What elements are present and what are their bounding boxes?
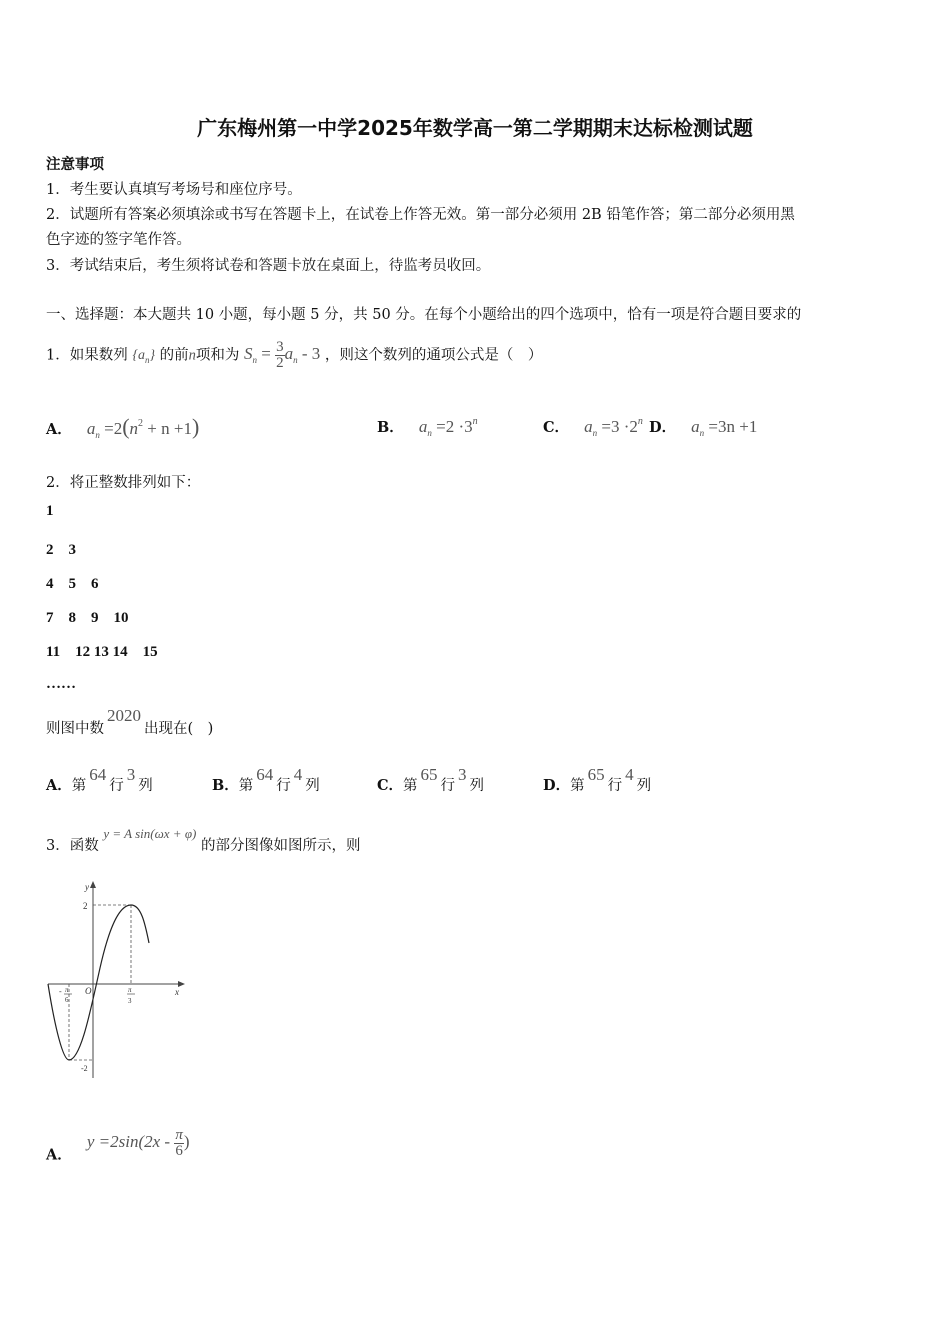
x-right-den: 3 xyxy=(128,997,132,1005)
q1-option-a[interactable]: A． $a_n =2(n^2 + n +1)$ xyxy=(46,414,200,440)
question-text: 项和为 xyxy=(195,347,240,364)
sine-curve xyxy=(48,905,149,1060)
q2-option-a[interactable]: A．第64行3列 xyxy=(46,765,153,794)
y-min-label: -2 xyxy=(81,1064,88,1073)
sequence-symbol: $\{a_n\}$ xyxy=(132,348,156,366)
question-text: 如果数列 xyxy=(69,347,128,364)
origin-label: O xyxy=(85,986,92,996)
q1-option-d[interactable]: D． $a_n =3n +1$ xyxy=(649,417,758,438)
notice-item-2-line-2: 色字迹的签字笔作答。 xyxy=(46,232,191,248)
sum-formula: $S_n$ = $\frac{3}{2}$ $a_n - 3$ xyxy=(244,339,321,371)
q2-ask: 则图中数2020出现在( ) xyxy=(46,706,214,737)
question-number: 2． xyxy=(46,475,70,491)
notice-item-2-line-1: 2．试题所有答案必须填涂或书写在答题卡上，在试卷上作答无效。第一部分必须用 2B 铅笔作答；第二部分必须用黑 xyxy=(46,207,795,223)
notice-item-1: 1．考生要认真填写考场号和座位序号。 xyxy=(46,182,302,198)
question-number: 1． xyxy=(46,347,70,364)
question-text: 将正整数排列如下： xyxy=(69,475,201,491)
y-axis-arrow xyxy=(90,881,96,888)
number-row-2: 2 3 xyxy=(46,542,77,558)
notice-heading: 注意事项 xyxy=(46,156,104,173)
variable-n: n xyxy=(188,347,196,364)
x-left-num: π xyxy=(65,986,69,994)
question-3: 3．函数 y = A sin(ωx + φ) 的部分图像如图所示，则 xyxy=(46,826,361,854)
q2-option-b[interactable]: B．第64行4列 xyxy=(212,765,320,794)
x-axis-label: x xyxy=(175,987,179,997)
q3-option-a[interactable]: A． y =2sin(2x - $\frac{\pi}{6}$ ) xyxy=(46,1127,190,1164)
number-row-5: 11 12 13 14 15 xyxy=(46,644,158,660)
q2-option-c[interactable]: C．第65行3列 xyxy=(377,765,485,794)
number-row-3: 4 5 6 xyxy=(46,576,99,592)
question-text: 的前 xyxy=(159,347,189,364)
y-axis-label: y xyxy=(85,882,89,892)
x-left-den: 6 xyxy=(65,996,69,1004)
number-row-4: 7 8 9 10 xyxy=(46,610,129,626)
notice-item-3: 3．考试结束后，考生须将试卷和答题卡放在桌面上，待监考员收回。 xyxy=(46,258,491,274)
number-row-ellipsis: …… xyxy=(46,676,76,692)
question-2 xyxy=(46,471,200,492)
x-right-num: π xyxy=(128,986,132,994)
number-row-1: 1 xyxy=(46,503,54,519)
q1-option-b[interactable]: B． $a_n =2 \cdot 3^n$ xyxy=(377,416,478,438)
function-formula: y = A sin(ωx + φ) xyxy=(103,826,197,841)
question-1 xyxy=(46,340,542,371)
page-title: 广东梅州第一中学2025年数学高一第二学期期末达标检测试题 xyxy=(197,116,753,140)
y-max-label: 2 xyxy=(83,901,88,911)
x-axis-arrow xyxy=(178,981,185,987)
q1-option-c[interactable]: C． $a_n =3 \cdot 2^n$ xyxy=(543,416,643,438)
svg-text:-: - xyxy=(59,987,62,996)
sine-graph xyxy=(45,878,195,1083)
section-heading: 一、选择题：本大题共 10 小题，每小题 5 分，共 50 分。在每个小题给出的四个选项中，恰有一项是符合题目要求的 xyxy=(46,307,802,323)
question-number: 3． xyxy=(46,838,70,854)
question-text: ，则这个数列的通项公式是（ ） xyxy=(324,347,543,364)
q2-option-d[interactable]: D．第65行4列 xyxy=(543,765,652,794)
